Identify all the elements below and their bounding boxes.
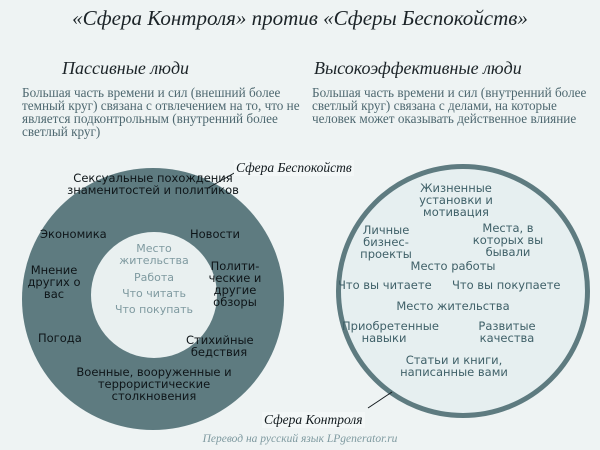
control-item-articles: Статьи и книги, написанные вами [400, 353, 508, 379]
concern-item-economy: Экономика [40, 227, 107, 241]
control-item-reading: Что читать [122, 287, 186, 300]
control-item-skills: Приобретенные навыки [342, 319, 439, 345]
control-item-qualities: Развитые качества [478, 319, 536, 345]
control-leader-line [368, 392, 392, 408]
concern-item-news: Новости [190, 227, 240, 241]
control-item-work: Работа [133, 271, 175, 284]
right-description: Большая часть времени и сил (внутренний более светлый круг) связана с делами, на которые человек может оказывать действенное влияние [312, 85, 587, 126]
control-item-business-projects: Личные бизнес-проекты [360, 223, 412, 261]
concern-item-political-reviews: Полити-ческие и другие обзоры [208, 259, 262, 309]
concern-item-others-opinion: Мнение других о вас [27, 263, 81, 301]
control-item-attitudes: Жизненные установки и мотивация [419, 181, 493, 219]
concern-item-weather: Погода [38, 331, 82, 345]
concern-item-celebrities: Сексуальные похождения знаменитостей и политиков [67, 171, 239, 197]
sphere-of-control-label: Сфера Контроля [264, 412, 363, 427]
concern-item-disasters: Стихийные бедствия [186, 333, 254, 359]
control-item-places-visited: Места, в которых вы бывали [472, 221, 544, 259]
control-item-what-you-read: Что вы читаете [338, 278, 432, 292]
footer-credit: Перевод на русский язык LPgenerator.ru [202, 433, 398, 445]
control-item-workplace: Место работы [410, 259, 496, 273]
left-heading: Пассивные люди [62, 58, 190, 78]
concern-leader-line [208, 172, 236, 188]
concern-item-conflicts: Военные, вооруженные и террористические столкновения [76, 365, 232, 403]
right-heading: Высокоэффективные люди [314, 58, 522, 78]
sphere-of-concern-label: Сфера Беспокойств [236, 160, 352, 175]
control-item-shopping: Что покупать [114, 303, 194, 316]
page-title: «Сфера Контроля» против «Сферы Беспокойств» [72, 6, 528, 30]
left-description: Большая часть времени и сил (внешний более темный круг) связана с отвлечением на то, что не является подконтрольным (внутренний более светлый круг) [22, 85, 300, 139]
control-item-what-you-buy: Что вы покупаете [452, 278, 561, 292]
control-item-residence: Место жительства [119, 242, 189, 267]
control-item-place-of-residence: Место жительства [396, 299, 510, 313]
